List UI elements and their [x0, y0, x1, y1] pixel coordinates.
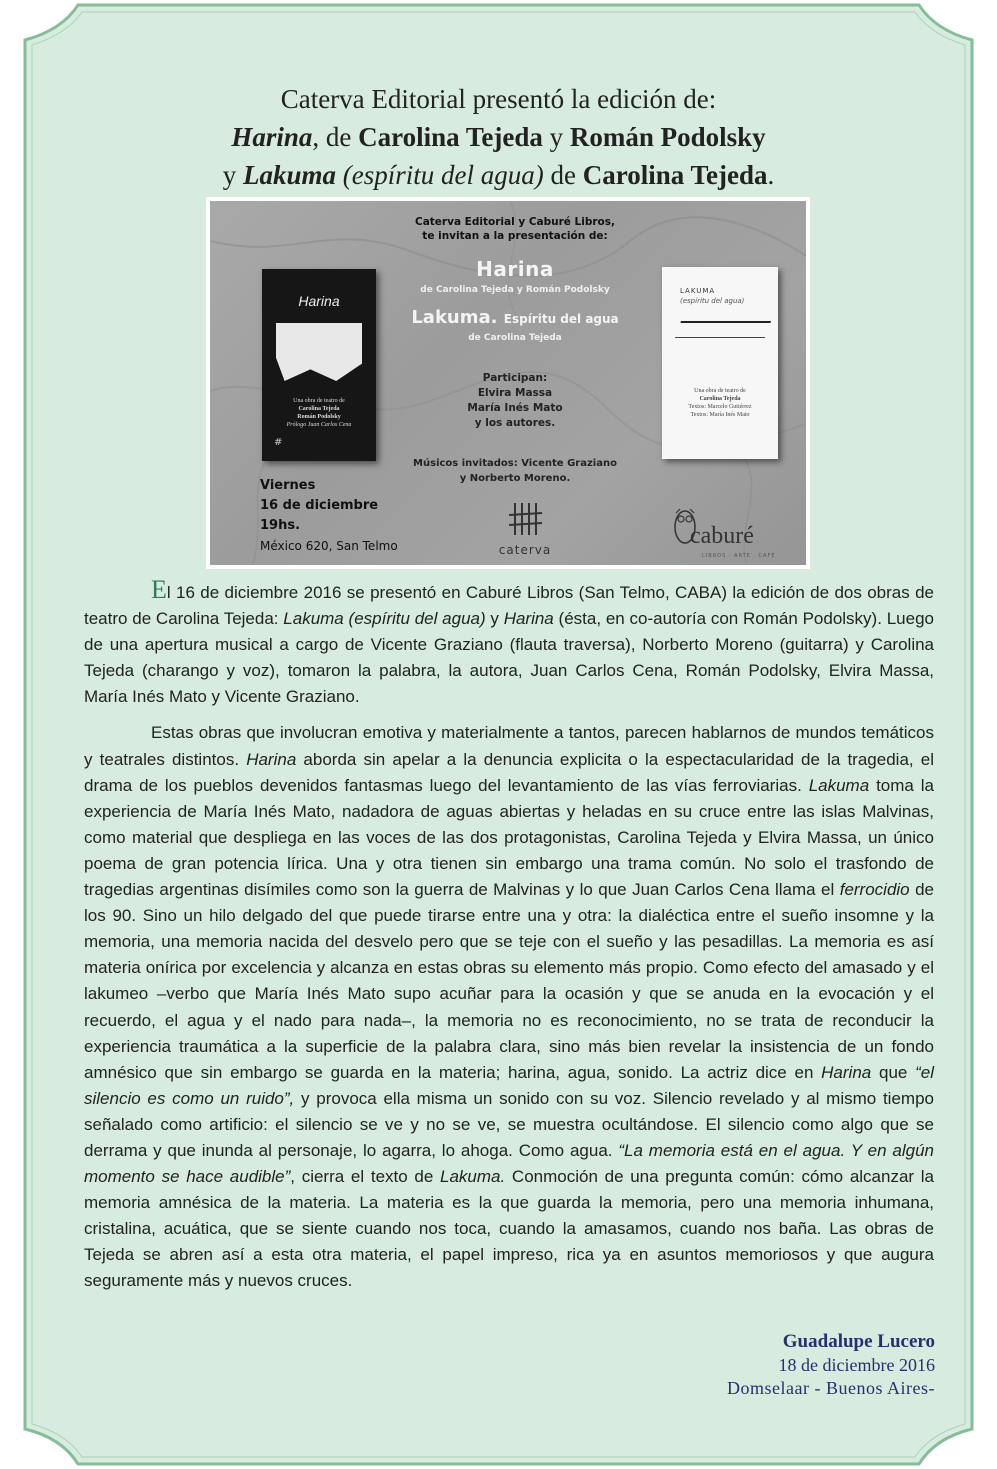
- caterva-hash-icon: [505, 501, 545, 537]
- author-signature-name: Guadalupe Lucero: [782, 1331, 935, 1352]
- cover-brushstroke: [675, 321, 771, 338]
- caterva-logo: caterva: [480, 501, 570, 557]
- flyer-event-date: Viernes 16 de diciembre 19hs. México 620, San Telmo: [260, 476, 398, 556]
- heading-line-3: y Lakuma (espíritu del agua) de Carolina Tejeda.: [222, 160, 775, 190]
- invitation-flyer: Harina Una obra de teatro de Carolina Tejeda Román Podolsky Prólogo Juan Carlos Cena # LAKUMA (espíritu del agua) Una obra de teatro de Carolina Tejeda Textos: Marcelo Gutiérrez Textos: María Inés Mato Caterva Editorial y Caburé Libros, te invitan a la presentación de: Harina de Carolina Tejeda y Román Podolsky Lakuma. Espíritu del agua de Carolina Tejeda Participan: Elvira Massa María Inés Mato y los autores. Músicos invitados: Vicente Graziano y Norberto Moreno. Viernes 16 de diciembre 19hs. México 620, San Telmo caterva caburé LIBROS · ARTE · CAFÉ: [206, 197, 810, 569]
- paragraph-2: Estas obras que involucran emotiva y materialmente a tantos, parecen hablarnos de mundos temáticos y teatrales distintos. Harina aborda sin apelar a la denuncia explicita o la espectacularidad de la tragedia, el drama de los pueblos devenidos fantasmas luego del levantamiento de las vías ferroviarias. Lakuma toma la experiencia de María Inés Mato, nadadora de aguas abiertas y heladas en su cruce entre las islas Malvinas, como material que despliega en las voces de las dos protagonistas, Carolina Tejeda y Elvira Massa, un único poema de gran potencia lírica. Una y otra tienen sin embargo una trama común. No solo el trasfondo de tragedias argentinas disímiles como son la guerra de Malvinas y lo que Juan Carlos Cena llama el ferrocidio de los 90. Sino un hilo delgado del que puede tirarse entre una y otra: la dialéctica entre el sueño insomne y la memoria, una memoria nacida del desvelo pero que se teje con el sueño y las pesadillas. La memoria es así materia onírica por excelencia y alcanza en estas obras su elemento más propio. Como efecto del amasado y el lakumeo –verbo que María Inés Mato supo acuñar para la ocasión y que se anuda en la evocación y el recuerdo, el agua y el nado para nada–, la memoria no es reconocimiento, no se trata de reconducir la experiencia traumática a la superficie de la palabra clara, sino más bien revelar la insistencia de un fondo amnésico que sin embargo se guarda en la materia; harina, agua, sonido. La actriz dice en Harina que “el silencio es como un ruido”, y provoca ella misma un sonido con su voz. Silencio revelado y al mismo tiempo señalado como artificio: el silencio se ve y no se ve, se muestra ocultándose. El silencio como algo que se derrama y que inunda al personaje, lo agarra, lo ahoga. Como agua. “La memoria está en el agua. Y en algún momento se hace audible”, cierra el texto de Lakuma. Conmoción de una pregunta común: cómo alcanzar la memoria amnésica de la materia. La materia es la que guarda la memoria, pero una memoria inhumana, cristalina, acuática, que se siente cuando nos toca, cuando la amasamos, cuando nos baña. Las obras de Tejeda se abren así a esta otra materia, el papel impreso, rica ya en asuntos memoriosos y que augura seguramente más y nuevos cruces.: [84, 723, 935, 1291]
- book-title-lakuma: Lakuma: [242, 160, 336, 190]
- flyer-intro: Caterva Editorial y Caburé Libros, te invitan a la presentación de:: [414, 216, 615, 242]
- heading-line-1: Caterva Editorial presentó la edición de:: [280, 84, 717, 114]
- signature-date: 18 de diciembre 2016: [778, 1355, 935, 1375]
- article-body: [84, 575, 935, 1295]
- article-heading: [60, 80, 937, 194]
- article-signature: [727, 1330, 935, 1400]
- caterva-mark-icon: #: [274, 437, 283, 448]
- flyer-musicians: Músicos invitados: Vicente Graziano y Norberto Moreno.: [413, 458, 617, 484]
- flyer-byline-harina: de Carolina Tejeda y Román Podolsky: [420, 285, 610, 295]
- signature-place: Domselaar - Buenos Aires-: [727, 1378, 935, 1398]
- flyer-byline-lakuma: de Carolina Tejeda: [468, 333, 562, 343]
- author-name: Román Podolsky: [569, 122, 766, 152]
- heading-line-2: Harina, de Carolina Tejeda y Román Podolsky: [231, 122, 766, 152]
- drop-cap: E: [151, 575, 167, 604]
- flyer-address: México 620, San Telmo: [260, 539, 398, 553]
- flyer-title-harina: Harina: [476, 257, 554, 281]
- author-name: Carolina Tejeda: [582, 160, 768, 190]
- book-cover-lakuma: LAKUMA (espíritu del agua) Una obra de teatro de Carolina Tejeda Textos: Marcelo Gutiérrez Textos: María Inés Mato: [662, 267, 778, 459]
- book-cover-harina: Harina Una obra de teatro de Carolina Tejeda Román Podolsky Prólogo Juan Carlos Cena #: [262, 269, 376, 461]
- paragraph-1: El 16 de diciembre 2016 se presentó en Caburé Libros (San Telmo, CABA) la edición de dos obras de teatro de Carolina Tejeda: Lakuma (espíritu del agua) y Harina (ésta, en co-autoría con Román Podolsky). Luego de una apertura musical a cargo de Vicente Graziano (flauta traversa), Norberto Moreno (guitarra) y Carolina Tejeda (charango y voz), tomaron la palabra, la autora, Juan Carlos Cena, Román Podolsky, Elvira Massa, María Inés Mato y Vicente Graziano.: [84, 575, 934, 707]
- book-title-harina: Harina: [231, 122, 313, 152]
- flyer-participants: Participan: Elvira Massa María Inés Mato y los autores.: [467, 372, 563, 429]
- cover-illustration: [276, 323, 362, 381]
- author-name: Carolina Tejeda: [358, 122, 543, 152]
- flyer-title-lakuma: Lakuma. Espíritu del agua: [411, 307, 619, 328]
